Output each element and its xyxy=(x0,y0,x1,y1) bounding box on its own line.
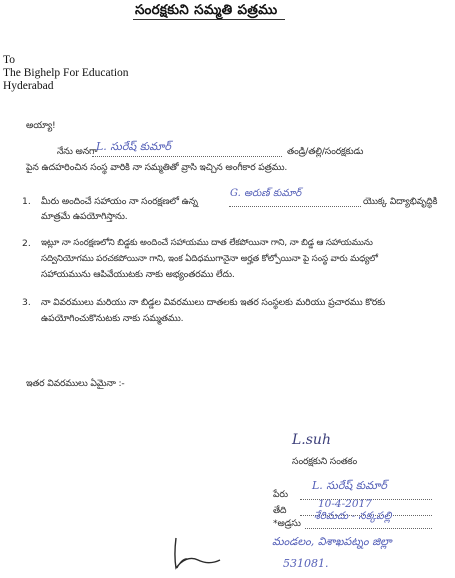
point-2-line3: సహాయమును ఆపివేయుటకు నాకు అభ్యంతరము లేదు. xyxy=(41,269,235,280)
point-3-number: 3. xyxy=(22,297,31,308)
page-title: సంరక్షకుని సమ్మతి పత్రము xyxy=(135,2,278,18)
intro-line2: పైన ఉదహరించిన సంస్థ వారికి నా సమ్మతితో వ్రాసి ఇచ్చిన అంగీకార పత్రము. xyxy=(26,162,288,173)
bottom-signature-scribble xyxy=(168,534,223,574)
point-2-number: 2. xyxy=(22,238,31,249)
name-value: L. సురేష్ కుమార్ xyxy=(312,479,387,492)
point-1-handwritten: G. అరుణ్ కుమార్ xyxy=(230,188,302,199)
point-1-prefix: మీరు అందించే సహాయం నా సంరక్షణలో ఉన్న xyxy=(41,196,198,207)
point-1-number: 1. xyxy=(22,196,31,207)
intro-handwritten-name: L. సురేష్ కుమార్ xyxy=(96,140,171,153)
address-label: *అడ్రసు xyxy=(273,518,301,529)
point-2-line1: ఇట్లూ నా సంరక్షణలోని బిడ్డకు అందించే సహాయము దాత లేకపోయినా గాని, నా బిడ్డ ఆ సహాయమును xyxy=(41,238,373,248)
point-1-line2: మాత్రమే ఉపయోగిస్తాను. xyxy=(41,211,128,222)
date-label: తేది xyxy=(273,505,287,516)
recipient-city: Hyderabad xyxy=(3,80,54,92)
point-1-suffix: యొక్క విద్యాభివృద్ధికి xyxy=(363,196,438,207)
salutation: అయ్యా! xyxy=(26,120,56,131)
point-2-line2: సద్వినియోగము పరచకపోయినా గాని, ఇంక ఏదిధముగానైనా అర్హత కోల్పోయినా పై సంస్థ వారు మధ్యలో xyxy=(41,254,378,264)
address-pincode: 531081. xyxy=(283,557,329,570)
intro-relation: తండ్రి/తల్లి/సంరక్షకుడు xyxy=(287,146,364,157)
address-line1: శేరిమదు - నక్కపల్లి xyxy=(314,510,392,522)
intro-name-prefix: నేను అనగా xyxy=(57,146,98,157)
name-label: పేరు xyxy=(273,489,288,500)
address-line2: మండలం, విశాఖపట్నం జిల్లా xyxy=(272,535,392,548)
point-3-line1: నా వివరములు మరియు నా బిడ్డల వివరములు దాతలకు ఇతర సంస్థలకు మరియు ప్రచారము కొరకు xyxy=(41,297,385,308)
guardian-signature-scribble: L.suh xyxy=(292,432,331,448)
point-3-line2: ఉపయోగించుకొనుటకు నాకు సమ్మతము. xyxy=(41,313,184,324)
title-underline xyxy=(133,19,285,20)
other-details: ఇతర వివరములు ఏమైనా :- xyxy=(26,378,125,389)
guardian-signature-label: సంరక్షకుని సంతకం xyxy=(292,456,358,467)
recipient-to: To xyxy=(3,54,15,66)
date-value: 10-4-2017 xyxy=(318,498,372,510)
recipient-org: The Bighelp For Education xyxy=(3,67,129,79)
